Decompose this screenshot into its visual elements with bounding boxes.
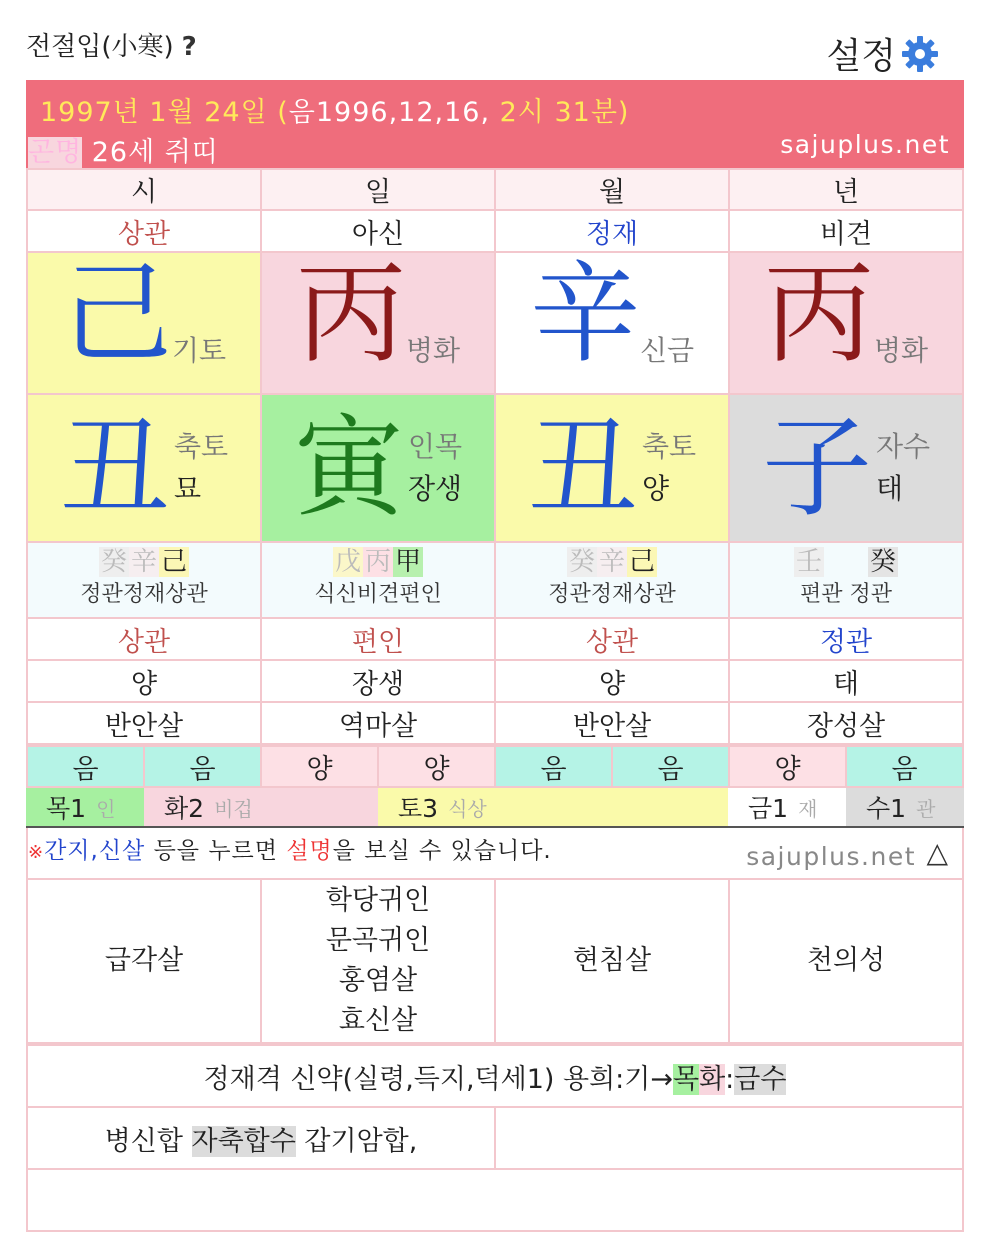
yinyang-cell: 음 <box>495 746 612 787</box>
branch-label: 인목 <box>407 430 463 463</box>
hidden-tengods: 식신비견편인 <box>314 582 442 607</box>
twelve-sals-row <box>27 702 963 744</box>
stem-char: 己 <box>61 250 172 378</box>
stem-cell[interactable] <box>261 252 495 394</box>
branch-label: 자수 <box>875 430 931 463</box>
stem-tengod[interactable]: 상관 <box>27 210 261 252</box>
hidden-stem: 癸 <box>870 547 897 577</box>
yinyang-cell: 음 <box>846 746 963 787</box>
sinsal-cell[interactable]: 천의성 <box>729 879 963 1043</box>
branch-char: 寅 <box>293 404 404 532</box>
help-icon[interactable]: ? <box>181 32 197 62</box>
stem-label: 신금 <box>639 334 695 367</box>
branch-state: 태 <box>875 472 903 505</box>
combination-summary[interactable]: 병신합 자축합수 갑기암합, <box>27 1107 495 1169</box>
hidden-tengods: 정관정재상관 <box>548 582 676 607</box>
twelve-sal[interactable]: 반안살 <box>27 702 261 744</box>
twelve-state[interactable]: 양 <box>495 660 729 702</box>
stem-tengod-row <box>27 210 963 252</box>
birth-date: 1997년 1월 24일 (음1996,12,16, 2시 31분) <box>40 97 630 128</box>
yinyang-cell: 음 <box>612 746 729 787</box>
branch-cell[interactable] <box>729 394 963 542</box>
settings-label: 설정 <box>826 36 896 77</box>
branch-char: 丑 <box>59 404 170 532</box>
hidden-stems-row <box>27 542 963 618</box>
branch-state: 묘 <box>173 472 201 505</box>
yinyang-cell: 양 <box>261 746 378 787</box>
sinsal-cell[interactable]: 현침살 <box>495 879 729 1043</box>
summary-empty-row <box>27 1169 963 1231</box>
solar-term-label: 전절입(小寒) <box>26 32 174 62</box>
stem-tengod[interactable]: 비견 <box>729 210 963 252</box>
branch-char: 丑 <box>527 404 638 532</box>
stem-tengod[interactable]: 정재 <box>495 210 729 252</box>
branch-tengod[interactable]: 상관 <box>495 618 729 660</box>
element-fire[interactable]: 화2 비겁 <box>144 788 378 826</box>
hidden-stems-cell[interactable] <box>261 542 495 618</box>
hidden-stem: 己 <box>629 547 656 577</box>
person-info <box>28 130 219 169</box>
twelve-state[interactable]: 태 <box>729 660 963 702</box>
stem-label: 병화 <box>405 334 461 367</box>
sinsal-cell[interactable]: 학당귀인 문곡귀인 홍염살 효신살 <box>261 879 495 1043</box>
pattern-summary[interactable]: 정재격 신약(실령,득지,덕세1) 용희:기→목화:금수 <box>27 1045 963 1107</box>
note-text: ※간지,신살 등을 누르면 설명을 보실 수 있습니다. <box>28 838 552 864</box>
summary-empty-cell <box>495 1107 963 1169</box>
twelve-states-row <box>27 660 963 702</box>
hidden-stem: 辛 <box>130 547 157 577</box>
summary-table <box>26 1044 964 1232</box>
site-name: sajuplus.net <box>780 130 950 159</box>
yinyang-row <box>27 746 963 787</box>
yinyang-table <box>26 745 964 788</box>
hidden-stem: 戊 <box>334 547 361 577</box>
hidden-stem: 壬 <box>795 547 822 577</box>
sinsal-table <box>26 878 964 1044</box>
branch-cell[interactable] <box>495 394 729 542</box>
twelve-sal[interactable]: 역마살 <box>261 702 495 744</box>
stem-label: 기토 <box>171 334 227 367</box>
stem-cell[interactable] <box>27 252 261 394</box>
yinyang-cell: 음 <box>27 746 144 787</box>
hidden-stem: 癸 <box>568 547 595 577</box>
gender-label: 곤명 <box>28 137 83 168</box>
help-note <box>26 828 964 878</box>
element-water[interactable]: 수1 관 <box>846 788 964 826</box>
branch-state: 양 <box>641 472 669 505</box>
hidden-tengods: 편관 정관 <box>799 582 892 607</box>
earthly-branches-row <box>27 394 963 542</box>
note-site: sajuplus.net <box>746 842 916 871</box>
hidden-stem: 己 <box>161 547 188 577</box>
settings-button[interactable] <box>826 28 940 79</box>
pillar-headers <box>27 169 963 210</box>
stem-label: 병화 <box>873 334 929 367</box>
element-distribution <box>26 788 964 828</box>
twelve-sal[interactable]: 반안살 <box>495 702 729 744</box>
birth-time: 2시 31분) <box>490 97 630 128</box>
gear-icon <box>900 34 940 74</box>
heavenly-stems-row <box>27 252 963 394</box>
col-header-day: 일 <box>261 169 495 210</box>
element-metal[interactable]: 금1 재 <box>728 788 846 826</box>
summary-row-2 <box>27 1107 963 1169</box>
summary-row-1 <box>27 1045 963 1107</box>
element-earth[interactable]: 토3 식상 <box>378 788 728 826</box>
collapse-triangle-icon[interactable]: △ <box>926 836 948 869</box>
branch-state: 장생 <box>407 472 463 505</box>
stem-char: 丙 <box>295 250 406 378</box>
sinsal-row <box>27 879 963 1043</box>
hidden-tengods: 정관정재상관 <box>80 582 208 607</box>
lunar-date: 음1996,12,16, <box>288 97 491 128</box>
twelve-state[interactable]: 장생 <box>261 660 495 702</box>
stem-cell[interactable] <box>495 252 729 394</box>
yinyang-cell: 양 <box>729 746 846 787</box>
branch-tengod[interactable]: 정관 <box>729 618 963 660</box>
twelve-state[interactable]: 양 <box>27 660 261 702</box>
col-header-hour: 시 <box>27 169 261 210</box>
branch-label: 축토 <box>641 430 697 463</box>
col-header-month: 월 <box>495 169 729 210</box>
branch-label: 축토 <box>173 430 229 463</box>
summary-row-3 <box>27 1169 963 1231</box>
stem-cell[interactable] <box>729 252 963 394</box>
branch-tengod[interactable]: 편인 <box>261 618 495 660</box>
stem-char: 丙 <box>763 250 874 378</box>
pillars-table <box>26 168 964 745</box>
hidden-stems-cell[interactable] <box>27 542 261 618</box>
top-bar <box>0 0 984 80</box>
hidden-stems-cell[interactable] <box>729 542 963 618</box>
birth-header <box>26 80 964 168</box>
stem-tengod[interactable]: 아신 <box>261 210 495 252</box>
col-header-year: 년 <box>729 169 963 210</box>
hidden-stem: 癸 <box>100 547 127 577</box>
age-zodiac: 26세 쥐띠 <box>82 137 219 168</box>
hidden-stem: 甲 <box>395 547 422 577</box>
solar-term[interactable] <box>26 26 197 63</box>
branch-cell[interactable] <box>27 394 261 542</box>
branch-cell[interactable] <box>261 394 495 542</box>
saju-chart <box>26 80 964 1232</box>
hidden-stem: 辛 <box>598 547 625 577</box>
branch-char: 子 <box>761 404 872 532</box>
hidden-stems-cell[interactable] <box>495 542 729 618</box>
branch-tengod-row <box>27 618 963 660</box>
yinyang-cell: 양 <box>378 746 495 787</box>
element-wood[interactable]: 목1 인 <box>26 788 144 826</box>
yinyang-cell: 음 <box>144 746 261 787</box>
sinsal-cell[interactable]: 급각살 <box>27 879 261 1043</box>
stem-char: 辛 <box>529 250 640 378</box>
branch-tengod[interactable]: 상관 <box>27 618 261 660</box>
hidden-stem: 丙 <box>364 547 391 577</box>
twelve-sal[interactable]: 장성살 <box>729 702 963 744</box>
